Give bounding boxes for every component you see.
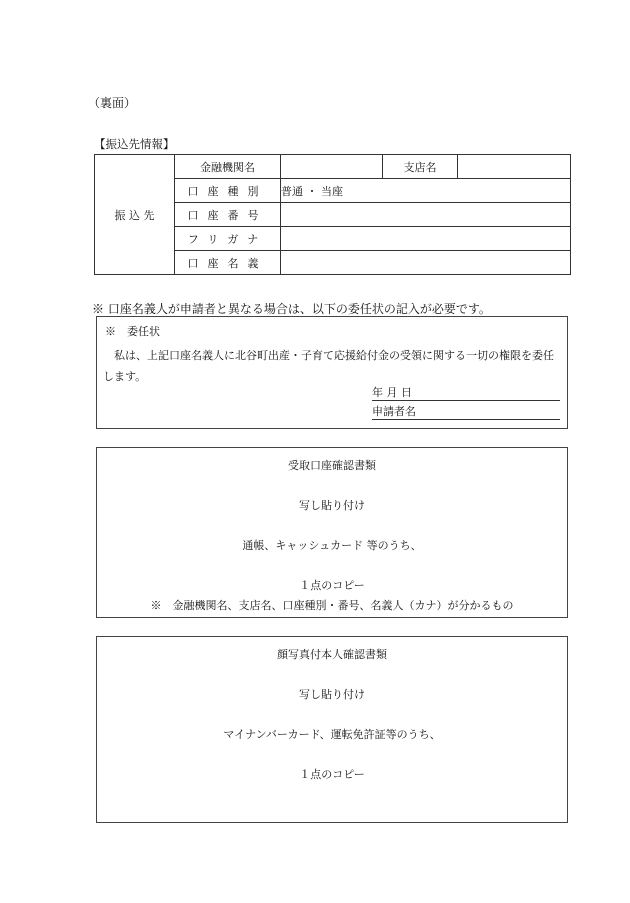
section-label: 【振込先情報】 bbox=[94, 137, 175, 151]
photo-id-paste-box bbox=[96, 636, 568, 823]
page-side-label: （裏面） bbox=[88, 96, 137, 110]
table-row bbox=[95, 155, 571, 179]
account-doc-copy-label: １点のコピー bbox=[299, 579, 365, 592]
group-label: 振 込 先 bbox=[114, 208, 155, 222]
account-holder-label: 口座名義 bbox=[175, 251, 281, 275]
date-field[interactable] bbox=[372, 384, 560, 401]
date-label: 年 月 日 bbox=[372, 386, 412, 399]
account-doc-title: 受取口座確認書類 bbox=[288, 459, 376, 472]
group-label-cell bbox=[95, 155, 175, 275]
account-doc-examples: 通帳、キャッシュカード 等のうち、 bbox=[242, 539, 422, 552]
furigana-field[interactable] bbox=[281, 227, 571, 251]
account-type-label: 口座種別 bbox=[175, 179, 281, 203]
branch-field[interactable] bbox=[458, 155, 571, 179]
proxy-title: ※ 委任状 bbox=[105, 325, 160, 338]
photo-id-copy-label: １点のコピー bbox=[299, 768, 365, 781]
bank-name-label: 金融機関名 bbox=[175, 155, 281, 179]
account-number-label: 口座番号 bbox=[175, 203, 281, 227]
proxy-box bbox=[96, 316, 568, 429]
applicant-name-field[interactable] bbox=[372, 403, 560, 420]
photo-id-title: 顔写真付本人確認書類 bbox=[277, 648, 387, 661]
account-type-field[interactable]: 普通 ・ 当座 bbox=[281, 179, 571, 203]
bank-name-field[interactable] bbox=[281, 155, 383, 179]
photo-id-examples: マイナンバーカード、運転免許証等のうち、 bbox=[223, 728, 441, 741]
photo-id-paste-label: 写し貼り付け bbox=[299, 688, 365, 701]
branch-label: 支店名 bbox=[383, 155, 458, 179]
furigana-label: フリガナ bbox=[175, 227, 281, 251]
applicant-label: 申請者名 bbox=[372, 405, 416, 418]
bank-account-table bbox=[94, 154, 571, 275]
account-doc-note: ※ 金融機関名、支店名、口座種別・番号、名義人（カナ）が分かるもの bbox=[150, 599, 514, 612]
account-number-field[interactable] bbox=[281, 203, 571, 227]
proxy-notice: ※ 口座名義人が申請者と異なる場合は、以下の委任状の記入が必要です。 bbox=[92, 302, 491, 316]
account-doc-paste-label: 写し貼り付け bbox=[299, 499, 365, 512]
account-doc-paste-box bbox=[96, 447, 568, 618]
account-holder-field[interactable] bbox=[281, 251, 571, 275]
proxy-body: 私は、上記口座名義人に北谷町出産・子育て応援給付金の受領に関する一切の権限を委任します。 bbox=[103, 349, 554, 383]
